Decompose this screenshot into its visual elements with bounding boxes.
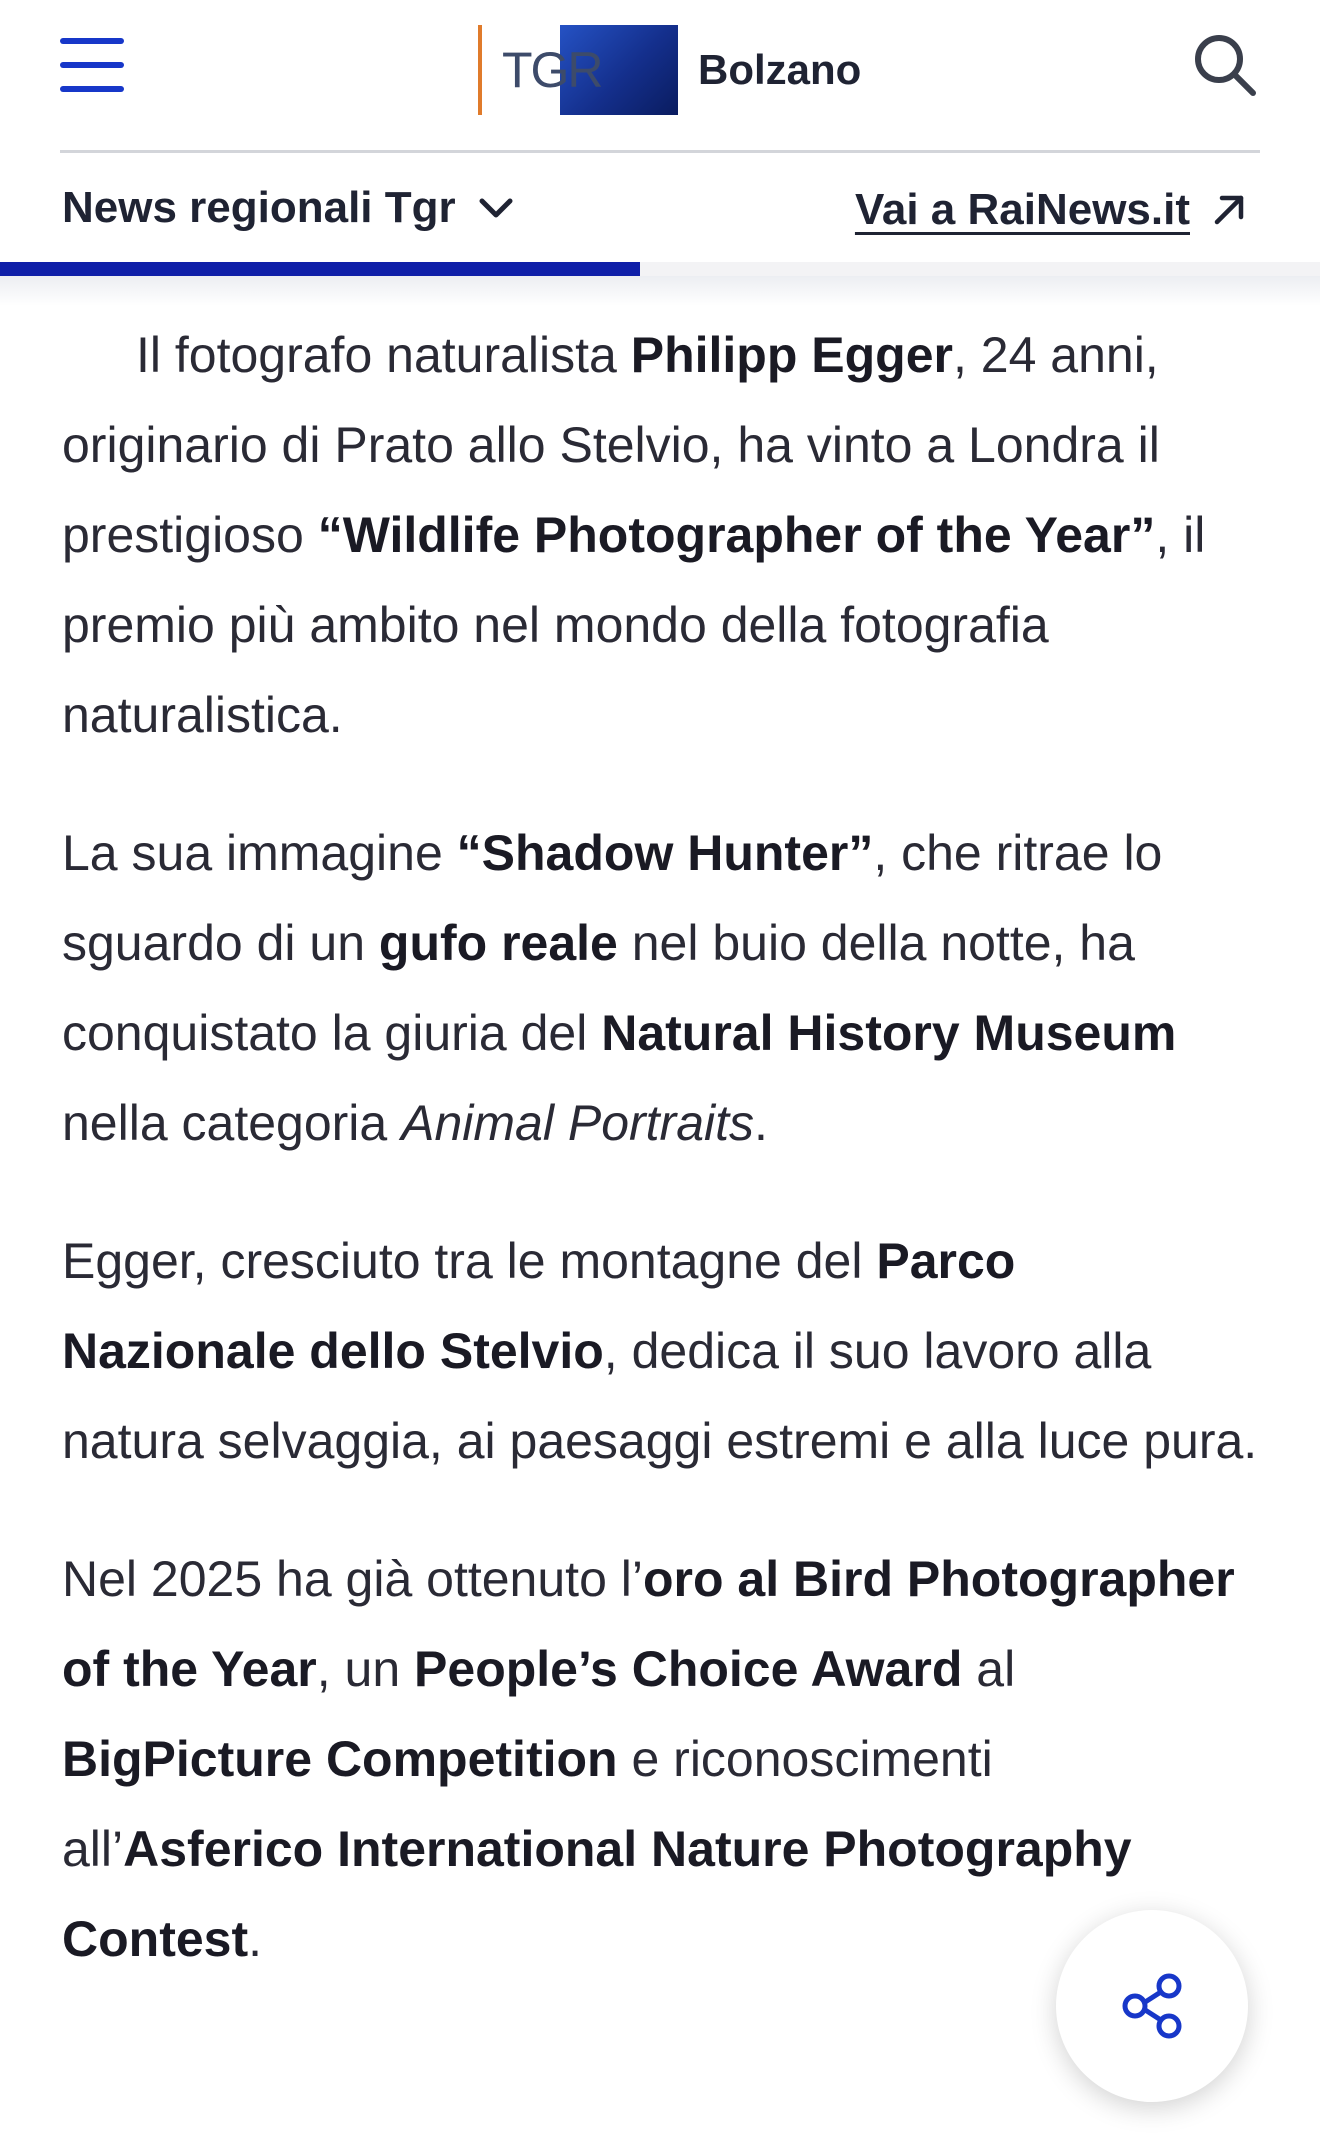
- chevron-down-icon: [478, 196, 514, 220]
- hamburger-menu-icon[interactable]: [60, 38, 124, 92]
- text: Egger, cresciuto tra le montagne del: [62, 1233, 877, 1289]
- highlight: gufo reale: [378, 915, 618, 971]
- text: Il fotografo naturalista: [136, 327, 631, 383]
- section-dropdown-label: News regionali Tgr: [62, 183, 456, 232]
- text: al: [962, 1641, 1016, 1697]
- article-paragraph-1: [62, 310, 1262, 760]
- rainews-link-label: Vai a RaiNews.it: [854, 185, 1190, 234]
- highlight: Asferico International Nature Photography Contest: [62, 1821, 1132, 1967]
- share-button[interactable]: [1056, 1910, 1248, 2102]
- text: , 24 anni, originario di Prato allo Stelvio, ha vinto a Londra il prestigioso: [62, 327, 1160, 563]
- text: nella categoria: [62, 1095, 402, 1151]
- text: e riconoscimenti all’: [62, 1731, 993, 1877]
- text: La sua immagine: [62, 825, 457, 881]
- sub-navigation: [0, 153, 1320, 275]
- subnav-shadow: [0, 276, 1320, 306]
- rainews-link[interactable]: [855, 185, 1246, 235]
- highlight: People’s Choice Award: [414, 1641, 963, 1697]
- logo-accent-bar: [478, 25, 482, 115]
- tgr-logo[interactable]: [478, 24, 861, 116]
- logo-text: TGR: [502, 42, 602, 98]
- article-paragraph-2: [62, 808, 1262, 1168]
- share-icon: [1117, 1971, 1187, 2041]
- highlight: oro al Bird Photographer of the Year: [62, 1551, 1235, 1697]
- region-city-label: Bolzano: [698, 46, 862, 93]
- article-body: [62, 310, 1262, 2032]
- section-dropdown[interactable]: [62, 183, 514, 233]
- text: , un: [316, 1641, 415, 1697]
- text: .: [248, 1911, 263, 1967]
- award-name: “Wildlife Photographer of the Year”: [317, 507, 1156, 563]
- search-icon[interactable]: [1190, 30, 1260, 100]
- text: nel buio della notte, ha conquistato la giuria del: [62, 915, 1135, 1061]
- highlight: BigPicture Competition: [62, 1731, 618, 1787]
- text: , che ritrae lo sguardo di un: [62, 825, 1163, 971]
- text: .: [754, 1095, 768, 1151]
- reading-progress-bar: [0, 262, 640, 276]
- tgr-logo-mark: [500, 25, 678, 115]
- arrow-up-right-icon: [1212, 193, 1246, 227]
- category-name: Animal Portraits: [401, 1095, 755, 1151]
- article-paragraph-3: [62, 1216, 1262, 1486]
- photographer-name: Philipp Egger: [630, 327, 953, 383]
- text: , il premio più ambito nel mondo della fotografia naturalistica.: [62, 507, 1206, 743]
- article-paragraph-4: [62, 1534, 1262, 1984]
- text: , dedica il suo lavoro alla natura selvaggia, ai paesaggi estremi e alla luce pura.: [62, 1323, 1258, 1469]
- text: Nel 2025 ha già ottenuto l’: [62, 1551, 643, 1607]
- highlight: Parco Nazionale dello Stelvio: [62, 1233, 1016, 1379]
- photo-title: “Shadow Hunter”: [456, 825, 874, 881]
- top-bar: [0, 0, 1320, 152]
- highlight: Natural History Museum: [601, 1005, 1177, 1061]
